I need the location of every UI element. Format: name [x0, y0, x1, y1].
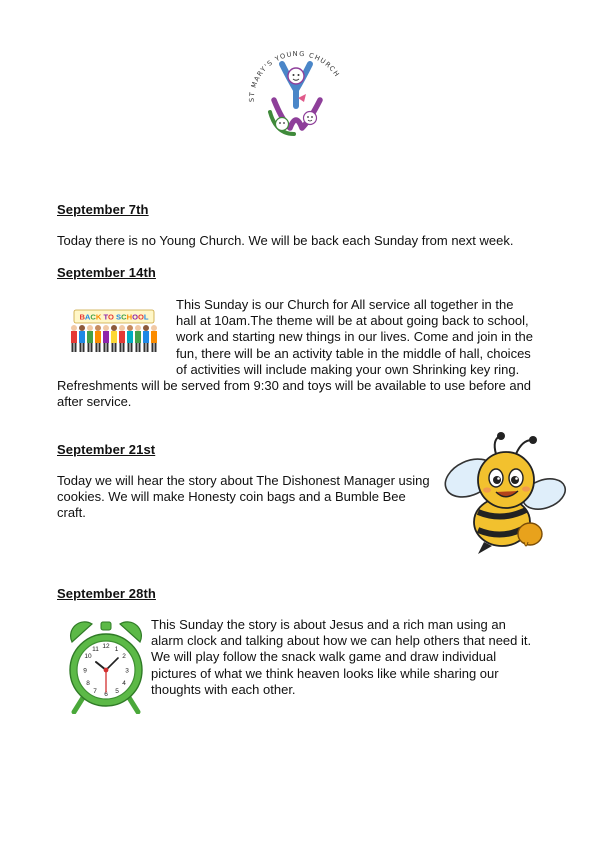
- svg-text:9: 9: [83, 667, 87, 675]
- text-line: after service.: [57, 394, 132, 410]
- svg-text:5: 5: [115, 688, 119, 695]
- back-to-school-image: [68, 306, 160, 356]
- svg-text:12: 12: [102, 643, 110, 650]
- svg-text:8: 8: [86, 680, 90, 687]
- section-heading-sep28: September 28th: [57, 586, 156, 601]
- svg-text:6: 6: [104, 691, 108, 698]
- section-text-sep21: [57, 473, 447, 522]
- text-line: alarm clock and talking about how we can help others that need it.: [151, 633, 532, 649]
- section-text-sep7: [57, 233, 557, 249]
- bumble-bee-graphic: [440, 428, 572, 556]
- bumble-bee-image: [440, 428, 572, 556]
- section-heading-sep14: September 14th: [57, 265, 156, 280]
- text-line: fun, there will be an activity table in the middle of hall, choices: [176, 345, 531, 361]
- text-line: Today there is no Young Church. We will be back each Sunday from next week.: [57, 233, 514, 248]
- text-line: We will play follow the snack walk game and draw individual: [151, 649, 497, 665]
- church-logo: [240, 40, 352, 144]
- alarm-clock-graphic: [66, 618, 146, 714]
- text-line: thoughts with each other.: [151, 681, 296, 697]
- text-line: Today we will hear the story about The Dishonest Manager using: [57, 473, 430, 488]
- alarm-clock-image: [66, 618, 146, 714]
- section-text-sep14-full: [57, 378, 562, 410]
- svg-text:1: 1: [114, 646, 119, 653]
- svg-text:3: 3: [125, 667, 129, 675]
- back-to-school-graphic: [68, 306, 160, 356]
- section-heading-sep21: September 21st: [57, 442, 156, 457]
- section-text-sep14-wrapped: [176, 297, 556, 378]
- text-line: work and starting new things in our lives. Come and join in the: [176, 329, 533, 345]
- text-line: pictures of what we think heaven looks like while sharing our: [151, 665, 499, 681]
- logo-text: ST MARY'S YOUNG CHURCH: [247, 49, 342, 103]
- section-text-sep28: [151, 617, 556, 698]
- svg-text:10: 10: [84, 653, 92, 660]
- svg-text:11: 11: [92, 646, 99, 653]
- text-line: hall at 10am.The theme will be at about going back to school,: [176, 313, 529, 329]
- svg-text:7: 7: [93, 688, 97, 695]
- text-line: cookies. We will make Honesty coin bags and a Bumble Bee: [57, 489, 406, 505]
- text-line: of activities will include making your own Shrinking key ring.: [176, 361, 520, 377]
- svg-text:4: 4: [122, 680, 126, 687]
- section-heading-sep7: September 7th: [57, 202, 149, 217]
- back-to-school-label: BACK TO SCHOOL: [79, 312, 149, 322]
- text-line: craft.: [57, 505, 86, 521]
- svg-text:2: 2: [122, 653, 126, 660]
- text-line: This Sunday the story is about Jesus and a rich man using an: [151, 617, 506, 632]
- text-line: This Sunday is our Church for All service all together in the: [176, 297, 514, 312]
- text-line: Refreshments will be served from 9:30 and toys will be available to use before and: [57, 378, 532, 393]
- church-logo-graphic: [240, 40, 352, 144]
